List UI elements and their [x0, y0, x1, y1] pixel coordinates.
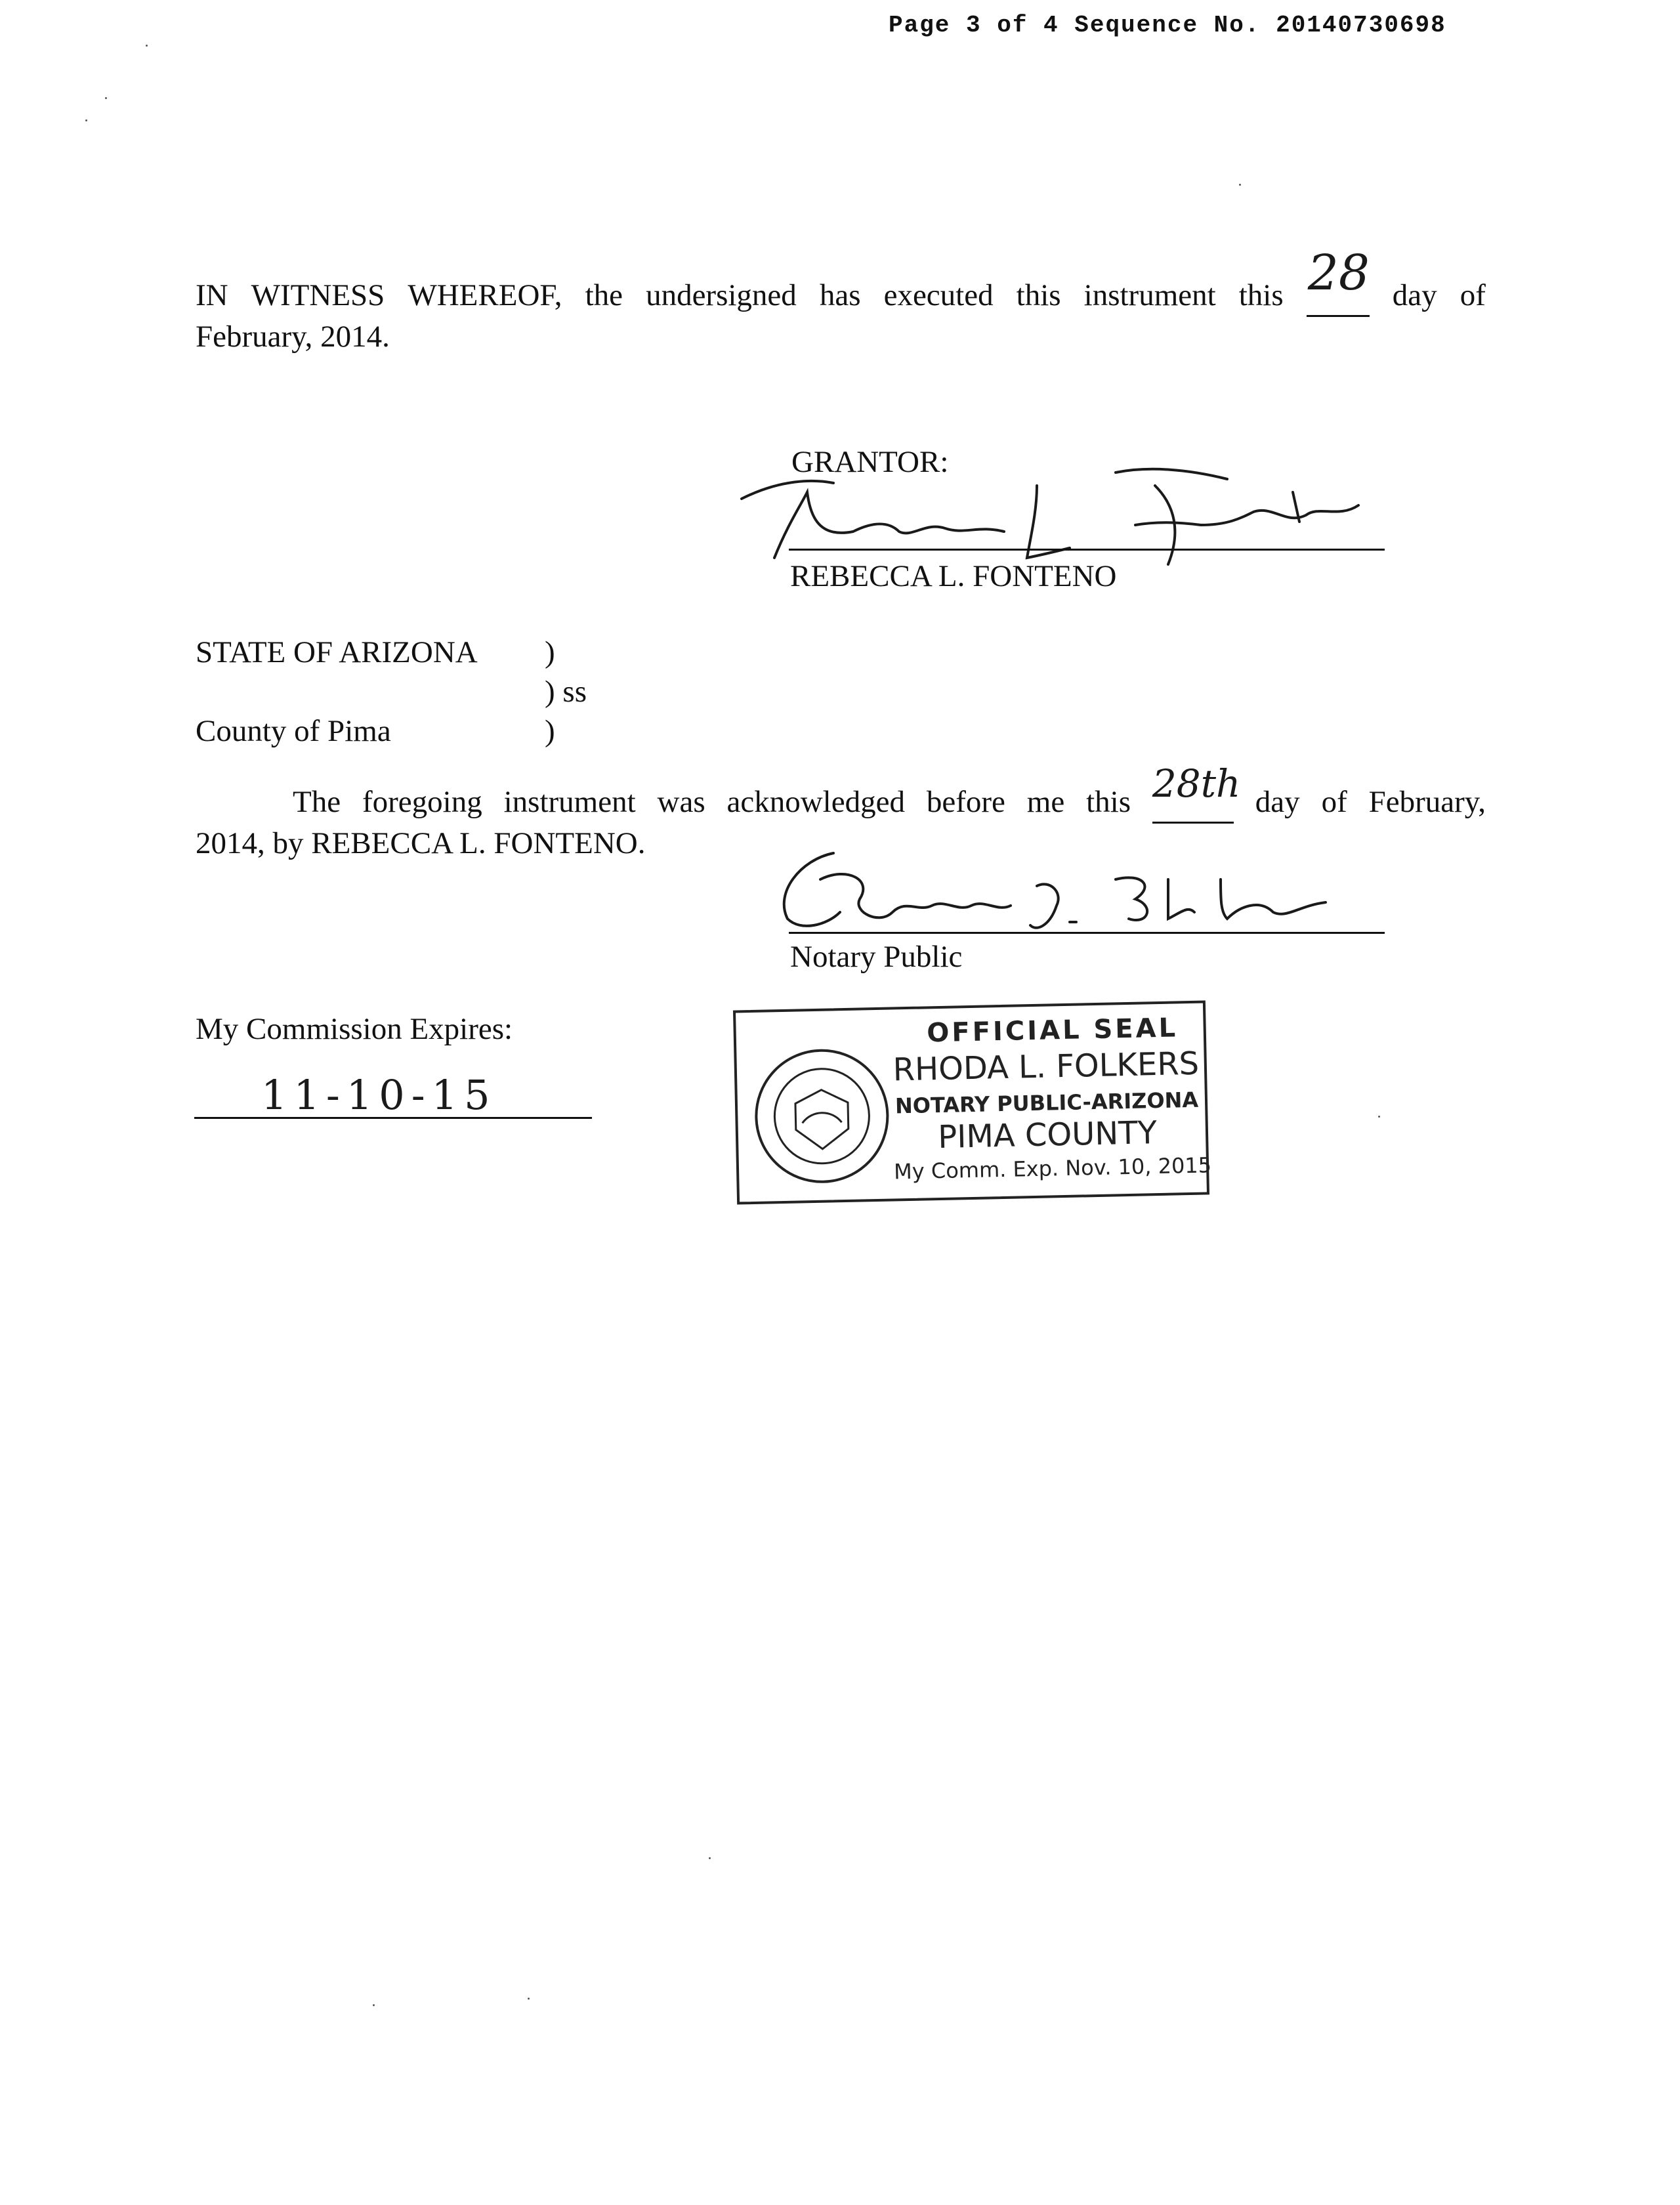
- ack-word: The: [293, 785, 341, 819]
- ack-day-blank: [1152, 761, 1241, 824]
- witness-word: day: [1392, 278, 1437, 312]
- witness-word: executed: [883, 278, 994, 312]
- page-sequence-header: Page 3 of 4 Sequence No. 20140730698: [889, 12, 1446, 39]
- seal-county: PIMA COUNTY: [937, 1114, 1158, 1156]
- witness-word: WITNESS: [251, 278, 385, 312]
- scan-speck: [373, 2004, 375, 2006]
- ack-word: foregoing: [362, 785, 482, 819]
- official-seal-stamp: [733, 1000, 1212, 1204]
- witness-word: WHEREOF,: [408, 278, 562, 312]
- witness-word: this: [1016, 278, 1061, 312]
- witness-word: IN: [196, 278, 228, 312]
- ack-word: me: [1026, 785, 1065, 819]
- commission-date-line: [194, 1117, 592, 1119]
- seal-title: OFFICIAL SEAL: [926, 1013, 1179, 1049]
- scan-speck: [528, 1998, 530, 2000]
- grantor-signature-line: [789, 549, 1385, 551]
- ack-word: was: [657, 785, 705, 819]
- witness-word: instrument: [1083, 278, 1216, 312]
- witness-word: undersigned: [646, 278, 797, 312]
- ack-word: this: [1086, 785, 1131, 819]
- witness-line-1: [196, 245, 1486, 317]
- ack-day-handwritten: 28th: [1152, 761, 1241, 806]
- notary-label: Notary Public: [790, 940, 963, 974]
- witness-line-2: February, 2014.: [196, 320, 390, 354]
- ack-word: day: [1255, 785, 1300, 819]
- grantor-label: GRANTOR:: [791, 445, 949, 479]
- scan-speck: [105, 97, 107, 99]
- commission-label: My Commission Expires:: [196, 1012, 513, 1046]
- scan-speck: [146, 45, 148, 47]
- acknowledgment-line-1: [196, 761, 1486, 824]
- venue-paren: ): [545, 635, 555, 669]
- ack-word: acknowledged: [726, 785, 905, 819]
- witness-word: the: [585, 278, 623, 312]
- scan-speck: [1239, 184, 1241, 186]
- venue-county: County of Pima: [196, 714, 391, 748]
- grantor-signature: [728, 459, 1411, 571]
- seal-notary-role: NOTARY PUBLIC-ARIZONA: [894, 1087, 1199, 1119]
- witness-day-blank: [1307, 245, 1370, 317]
- ack-word: of: [1321, 785, 1347, 819]
- seal-expiry: My Comm. Exp. Nov. 10, 2015: [893, 1152, 1212, 1185]
- ack-word: before: [926, 785, 1005, 819]
- scan-speck: [85, 119, 87, 121]
- venue-paren: ): [545, 714, 555, 748]
- witness-paragraph: [196, 245, 1486, 356]
- acknowledgment-line-2: 2014, by REBECCA L. FONTENO.: [196, 826, 646, 860]
- witness-word: of: [1460, 278, 1486, 312]
- witness-word: has: [819, 278, 861, 312]
- ack-word: February,: [1368, 785, 1486, 819]
- notary-signature: [761, 840, 1352, 938]
- venue-ss: ) ss: [545, 675, 587, 709]
- seal-notary-name: RHODA L. FOLKERS: [892, 1045, 1200, 1089]
- venue-state: STATE OF ARIZONA: [196, 635, 478, 669]
- grantor-printed-name: REBECCA L. FONTENO: [790, 559, 1117, 593]
- witness-day-handwritten: 28: [1307, 245, 1370, 301]
- scan-speck: [709, 1857, 711, 1859]
- commission-date-handwritten: 11-10-15: [261, 1071, 497, 1119]
- arizona-state-seal-emblem: [748, 1042, 896, 1190]
- scan-speck: [1378, 1116, 1380, 1118]
- notary-signature-line: [789, 932, 1385, 934]
- witness-word: this: [1238, 278, 1284, 312]
- ack-word: instrument: [503, 785, 636, 819]
